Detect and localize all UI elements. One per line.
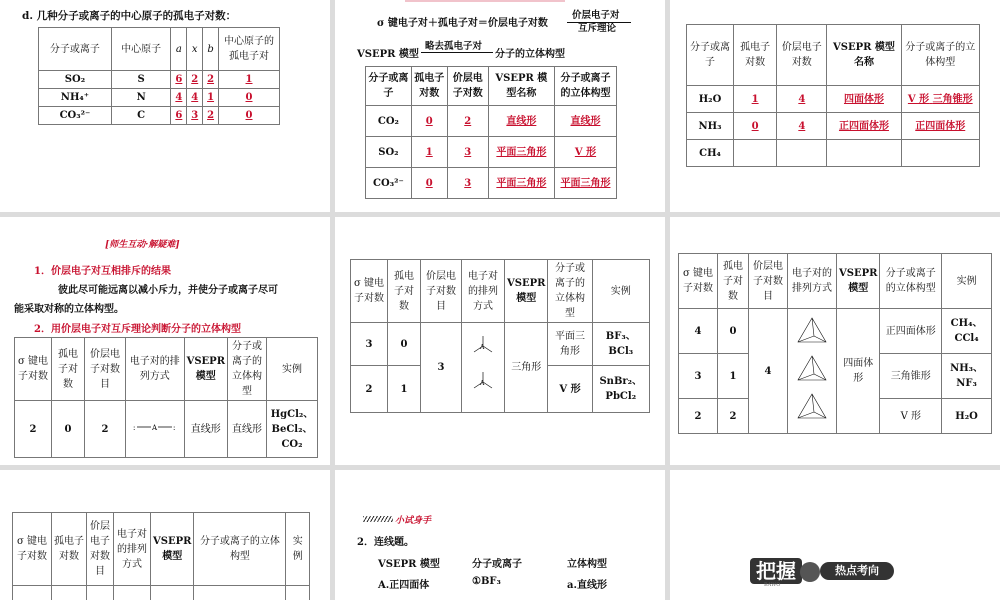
vsepr-table	[12, 512, 310, 600]
overlay-text: 三角锥形	[932, 93, 973, 105]
table-row	[687, 113, 980, 140]
table-row	[679, 309, 992, 354]
table-cell: 平面三角形	[488, 168, 554, 199]
table-cell: 直线形	[554, 106, 616, 137]
table-cell: 2	[15, 401, 52, 458]
table-header: VSEPR 模型	[837, 254, 880, 309]
table-cell: 平面三角形	[548, 323, 592, 366]
arrow2-top-label: 略去孤电子对	[425, 41, 483, 52]
table-cell: 3	[351, 323, 388, 366]
table-cell: 1	[388, 366, 421, 413]
table-cell: H₂O	[687, 86, 734, 113]
table-cell: 平面三角形	[488, 137, 554, 168]
table-cell: NH₃、NF₃	[942, 354, 992, 399]
table-cell	[777, 140, 827, 167]
table-cell: 4	[777, 86, 827, 113]
table-header: 中心原子	[111, 28, 171, 71]
table-cell: 3	[679, 354, 718, 399]
table-header: 孤电子对数	[52, 338, 85, 401]
svg-text:A: A	[480, 344, 485, 351]
table-header: VSEPR 模型名称	[488, 67, 554, 106]
table-cell	[901, 140, 979, 167]
paragraph-line: 彼此尽可能远离以减小斥力，并使分子或离子尽可	[58, 285, 278, 296]
table-header: 价层电子对数	[777, 25, 827, 86]
vsepr-table	[14, 337, 318, 458]
table-header: VSEPR 模型	[184, 338, 227, 401]
table-cell: 0	[219, 107, 280, 125]
table-cell	[87, 586, 114, 600]
formula-text: σ 键电子对＋孤电子对＝价层电子对数	[377, 18, 548, 29]
slide-vsepr-flow[interactable]	[335, 0, 665, 212]
table-cell: BF₃、BCl₃	[592, 323, 650, 366]
table-cell: NH₄⁺	[39, 89, 112, 107]
table-cell: 4	[171, 89, 187, 107]
table-header: 中心原子的孤电子对	[219, 28, 280, 71]
table-cell: CO₃²⁻	[39, 107, 112, 125]
table-cell: SO₂	[366, 137, 412, 168]
table-cell	[13, 586, 52, 600]
table-cell	[734, 140, 777, 167]
table-header: 实例	[286, 513, 310, 586]
table-header: a	[171, 28, 187, 71]
column-label: 立体构型	[567, 559, 607, 570]
table-header: 实例	[592, 260, 650, 323]
table-cell: 2	[85, 401, 126, 458]
result-label: 分子的立体构型	[495, 49, 565, 60]
column-label: VSEPR 模型	[378, 559, 440, 570]
linear-arrangement-icon	[126, 401, 185, 458]
table-header: 孤电子对数	[734, 25, 777, 86]
table-cell	[827, 140, 901, 167]
table-cell: 2	[187, 71, 203, 89]
overlay-text: V 形	[907, 93, 930, 105]
table-row	[15, 401, 318, 458]
table-header: 分子或离子	[687, 25, 734, 86]
table-cell: 3	[447, 168, 488, 199]
table-cell: 6	[171, 71, 187, 89]
slide-vsepr-theory[interactable]	[0, 217, 330, 465]
table-cell: 4	[777, 113, 827, 140]
table-cell: 4	[187, 89, 203, 107]
table-cell: 0	[718, 309, 749, 354]
table-cell: 0	[52, 401, 85, 458]
table-cell: 2	[679, 399, 718, 434]
table-cell: 6	[171, 107, 187, 125]
table-header: 分子或离子的立体构型	[228, 338, 267, 401]
table-cell: 直线形	[184, 401, 227, 458]
table-row	[39, 71, 280, 89]
table-header: 分子或离子	[39, 28, 112, 71]
table-cell: S	[111, 71, 171, 89]
table-cell: 0	[219, 89, 280, 107]
svg-text::: :	[132, 423, 136, 432]
table-cell: 3	[421, 323, 462, 413]
table-cell: C	[111, 107, 171, 125]
table-header: 孤电子对数	[388, 260, 421, 323]
column-label: 分子或离子	[472, 559, 522, 570]
table-row	[366, 168, 617, 199]
table-header: 价层电子对数目	[87, 513, 114, 586]
table-row	[687, 140, 980, 167]
svg-text:A: A	[480, 380, 485, 387]
option-1[interactable]: ①BF₃	[472, 576, 501, 587]
table-header: 分子或离子	[366, 67, 412, 106]
table-cell: N	[111, 89, 171, 107]
table-cell: 0	[411, 106, 447, 137]
banner-sub: 热点考向	[820, 562, 894, 580]
table-cell	[901, 86, 979, 113]
arrow-top-label: 价层电子对	[572, 10, 620, 21]
svg-text::: :	[172, 423, 176, 432]
vsepr-table	[365, 66, 617, 199]
table-header: 分子或离子的立体构型	[548, 260, 592, 323]
table-header: 分子或离子的立体构型	[901, 25, 979, 86]
hatch-decoration-icon	[363, 516, 393, 522]
table-header: σ 键电子对数	[15, 338, 52, 401]
table-header: VSEPR 模型名称	[827, 25, 901, 86]
table-row	[687, 86, 980, 113]
table-cell: 2	[203, 107, 219, 125]
svg-text:A: A	[151, 423, 157, 432]
section-tag: 小试身手	[395, 516, 432, 526]
vsepr-table	[678, 253, 992, 434]
option-a[interactable]: A.正四面体	[378, 580, 430, 591]
table-header: 价层电子对数目	[421, 260, 462, 323]
circle-badge-icon	[800, 562, 820, 582]
table-cell: 四面体形	[837, 309, 880, 434]
table-cell: CH₄、CCl₄	[942, 309, 992, 354]
table-row	[39, 89, 280, 107]
vsepr-table	[350, 259, 650, 413]
table-header: 孤电子对数	[52, 513, 87, 586]
table-cell: 1	[219, 71, 280, 89]
table-header: σ 键电子对数	[351, 260, 388, 323]
table-header: 电子对的排列方式	[788, 254, 837, 309]
table-cell: 1	[203, 89, 219, 107]
table-header: 价层电子对数	[447, 67, 488, 106]
table-cell	[151, 586, 194, 600]
option-a-shape[interactable]: a.直线形	[567, 580, 607, 591]
slide-vsepr-table-cropped[interactable]	[0, 470, 330, 600]
table-header: σ 键电子对数	[679, 254, 718, 309]
section-tag: [师生互动·解疑难]	[105, 240, 180, 250]
table-cell: V 形	[880, 399, 942, 434]
table-header: 电子对的排列方式	[462, 260, 505, 323]
table-row	[39, 107, 280, 125]
table-header: 分子或离子的立体构型	[880, 254, 942, 309]
slide-vsepr-3pairs[interactable]	[335, 217, 665, 465]
table-cell: 正四面体形	[827, 113, 901, 140]
slide-hot-topics[interactable]	[670, 470, 1000, 600]
table-cell: 1	[718, 354, 749, 399]
lone-pair-table	[38, 27, 280, 125]
table-header: x	[187, 28, 203, 71]
question-text: 2．连线题。	[357, 537, 414, 548]
table-cell	[114, 586, 151, 600]
table-cell: 直线形	[488, 106, 554, 137]
table-header: 价层电子对数目	[85, 338, 126, 401]
slide-vsepr-table-2[interactable]	[670, 0, 1000, 212]
table-cell: 1	[734, 86, 777, 113]
table-header: 实例	[267, 338, 318, 401]
paragraph-line: 能采取对称的立体构型。	[14, 304, 124, 315]
table-cell: CH₄	[687, 140, 734, 167]
table-header: 电子对的排列方式	[126, 338, 185, 401]
arrow-right-icon	[421, 52, 493, 53]
table-row	[13, 586, 310, 600]
table-header: σ 键电子对数	[13, 513, 52, 586]
table-cell: 三角形	[505, 323, 548, 413]
table-header: 孤电子对数	[718, 254, 749, 309]
table-row	[366, 137, 617, 168]
vsepr-label: VSEPR 模型	[357, 49, 419, 60]
table-cell: H₂O	[942, 399, 992, 434]
table-cell: 正四面体形	[901, 113, 979, 140]
table-cell: 1	[411, 137, 447, 168]
banner-small: BAWO	[764, 582, 781, 588]
table-cell: CO₃²⁻	[366, 168, 412, 199]
heading-1: 1．价层电子对互相排斥的结果	[34, 266, 171, 277]
tetrahedral-arrangement-icon	[788, 309, 837, 434]
table-cell: 2	[718, 399, 749, 434]
slide-vsepr-4pairs[interactable]	[670, 217, 1000, 465]
hot-topics-banner	[742, 556, 898, 586]
table-cell: 3	[447, 137, 488, 168]
table-header-row	[39, 28, 280, 71]
table-header: 电子对的排列方式	[114, 513, 151, 586]
table-header: 分子或离子的立体构型	[554, 67, 616, 106]
table-cell: 2	[351, 366, 388, 413]
table-cell: 三角锥形	[880, 354, 942, 399]
slide-lone-pair-table[interactable]	[0, 0, 330, 212]
table-header: 分子或离子的立体构型	[194, 513, 286, 586]
table-header: VSEPR 模型	[505, 260, 548, 323]
table-row	[366, 106, 617, 137]
table-cell: 2	[203, 71, 219, 89]
vsepr-table	[686, 24, 980, 167]
table-cell: SnBr₂、PbCl₂	[592, 366, 650, 413]
table-cell	[194, 586, 286, 600]
table-cell: 四面体形	[827, 86, 901, 113]
table-header: 价层电子对数目	[749, 254, 788, 309]
table-cell: 0	[734, 113, 777, 140]
table-cell	[52, 586, 87, 600]
table-cell: 3	[187, 107, 203, 125]
table-cell: 4	[679, 309, 718, 354]
table-cell: CO₂	[366, 106, 412, 137]
table-cell	[286, 586, 310, 600]
table-cell: 正四面体形	[880, 309, 942, 354]
table-cell: V 形	[554, 137, 616, 168]
table-header: b	[203, 28, 219, 71]
banner-main: 把握	[750, 558, 802, 584]
cropped-heading-bar	[405, 0, 565, 2]
table-cell: 4	[749, 309, 788, 434]
table-header: 孤电子对数	[411, 67, 447, 106]
table-row	[351, 323, 650, 366]
table-header: VSEPR 模型	[151, 513, 194, 586]
table-header: 实例	[942, 254, 992, 309]
trigonal-arrangement-icon	[462, 323, 505, 413]
table-cell: SO₂	[39, 71, 112, 89]
heading-2: 2．用价层电子对互斥理论判断分子的立体构型	[34, 324, 241, 335]
table-cell: 0	[388, 323, 421, 366]
table-cell: V 形	[548, 366, 592, 413]
table-cell: NH₃	[687, 113, 734, 140]
table-cell: 平面三角形	[554, 168, 616, 199]
slide-title: d. 几种分子或离子的中心原子的孤电子对数：	[22, 10, 237, 22]
table-cell: HgCl₂、BeCl₂、CO₂	[267, 401, 318, 458]
table-cell: 2	[447, 106, 488, 137]
table-cell: 直线形	[228, 401, 267, 458]
arrow-bottom-label: 互斥理论	[578, 23, 617, 34]
slide-practice[interactable]	[335, 470, 665, 600]
table-cell: 0	[411, 168, 447, 199]
